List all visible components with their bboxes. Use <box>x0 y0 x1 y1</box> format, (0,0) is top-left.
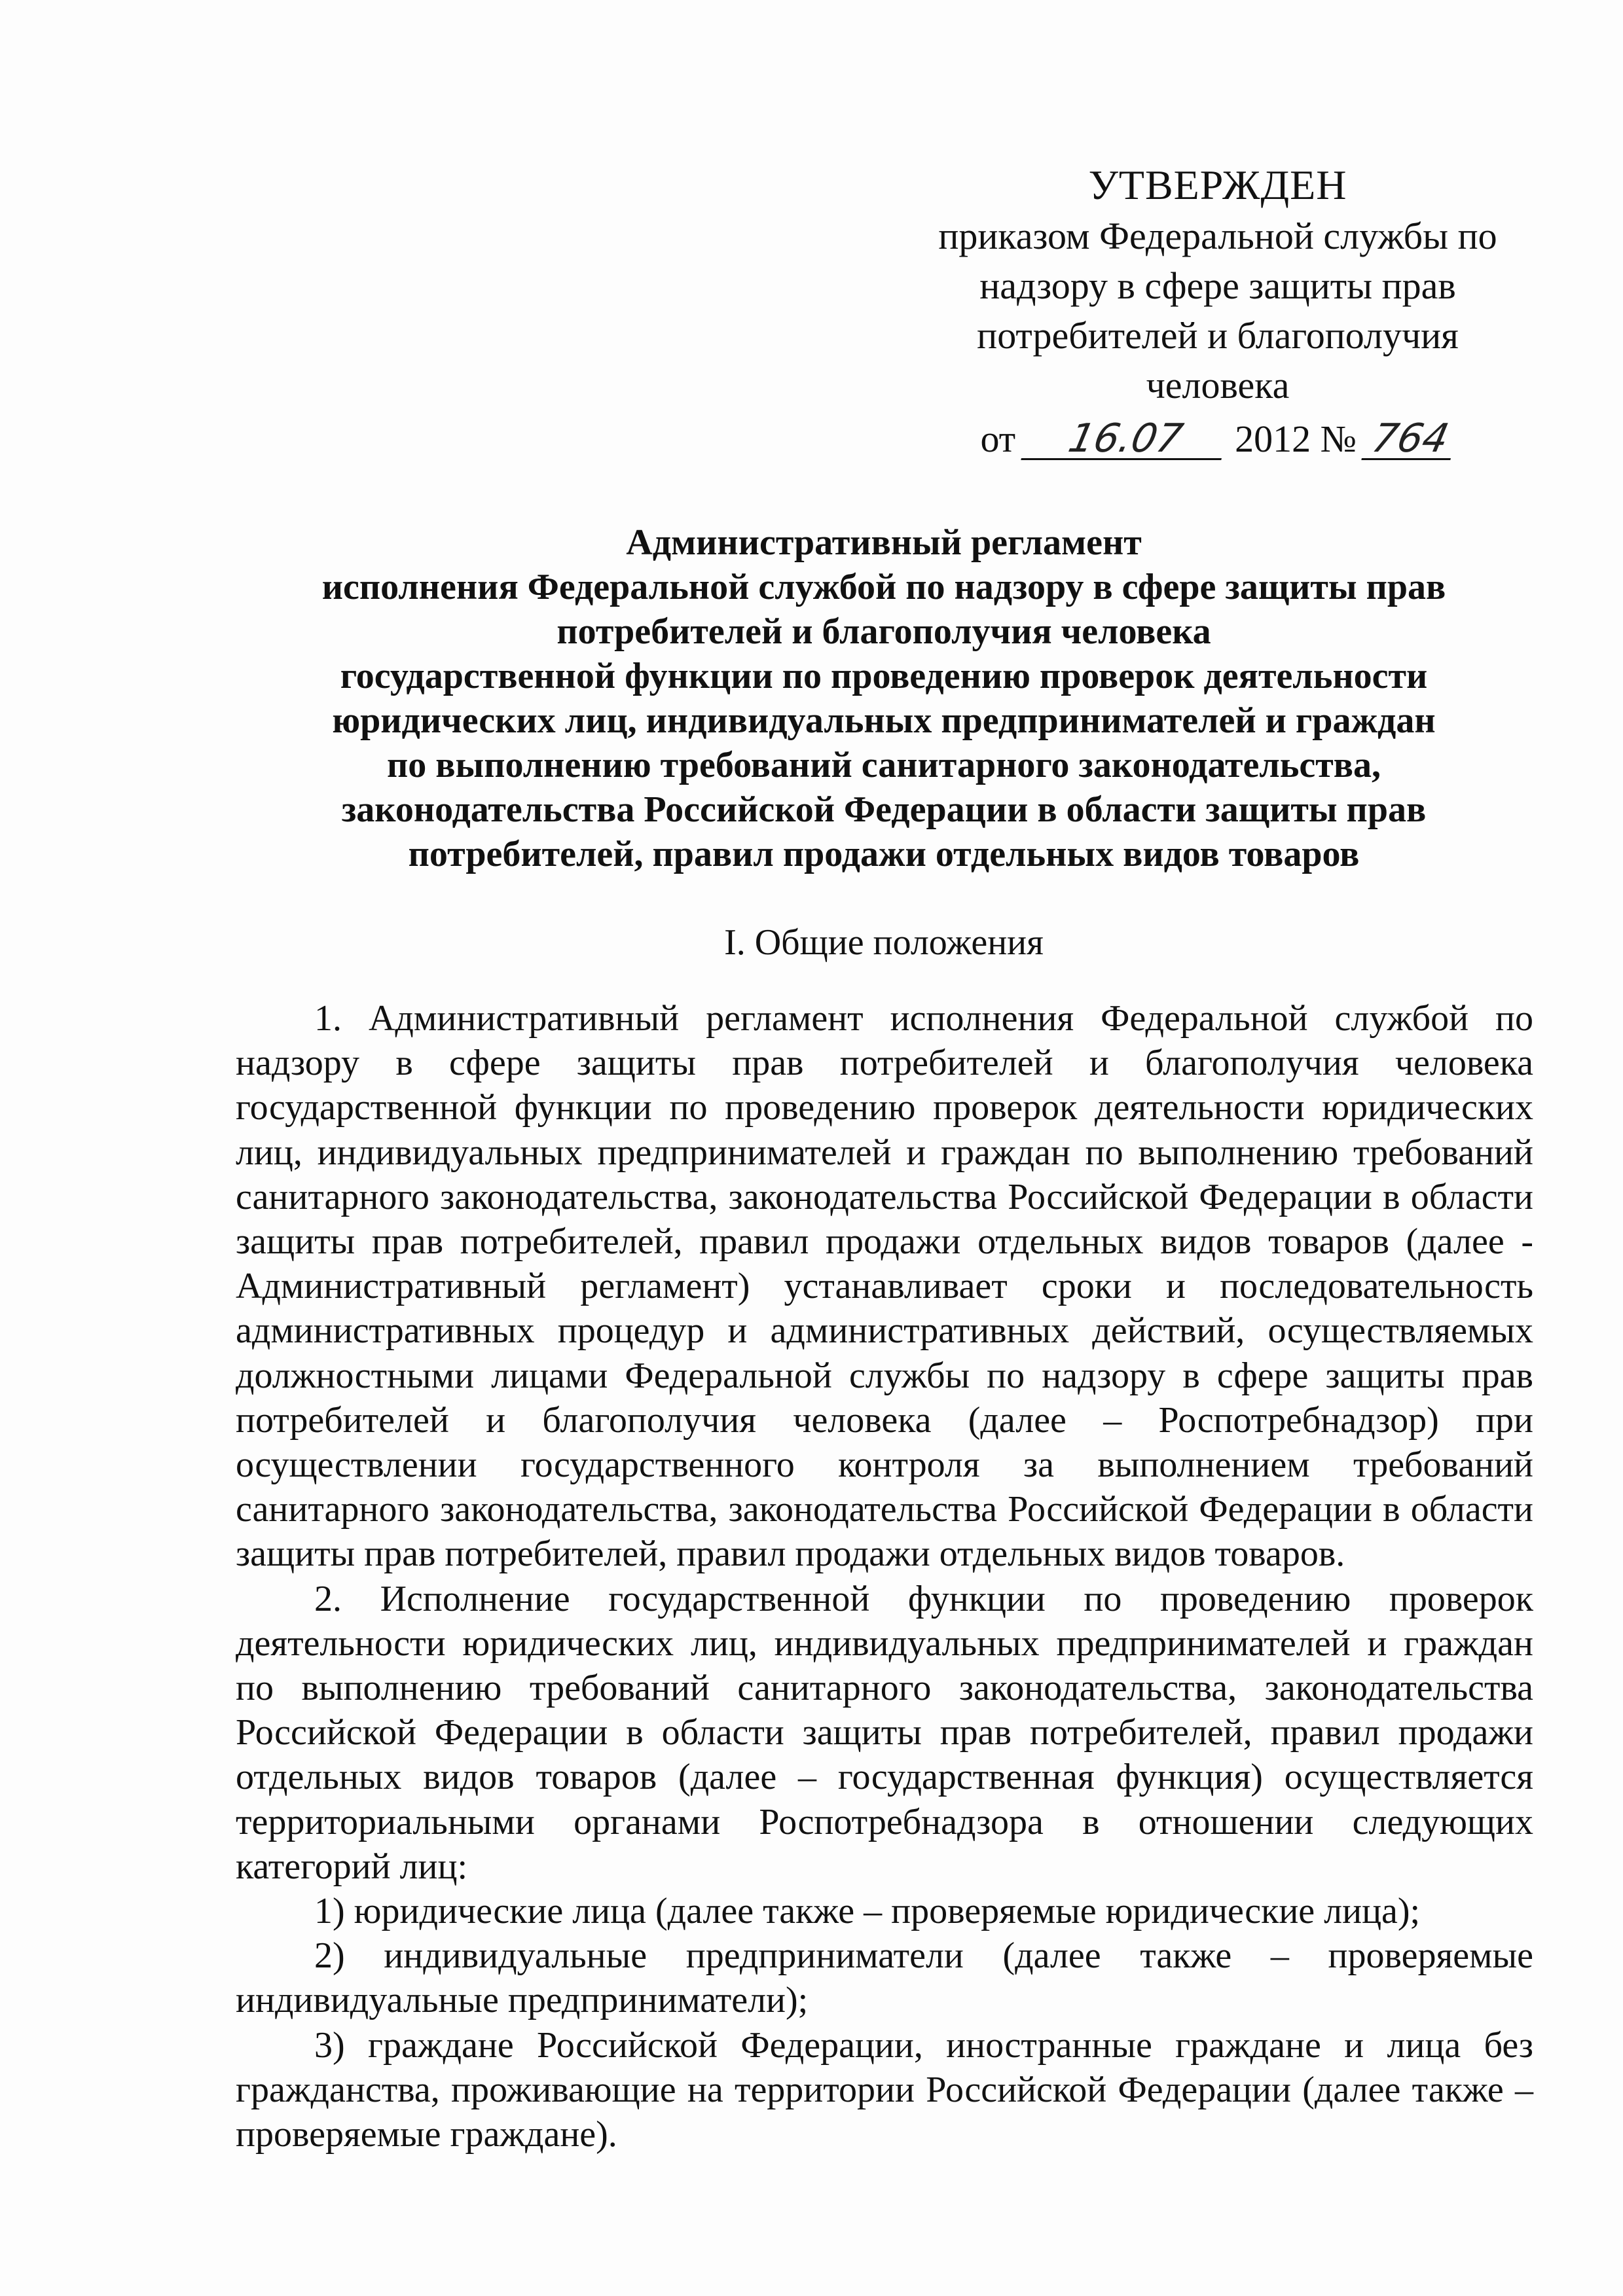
title-line: по выполнению требований санитарного законодательства, <box>387 745 1381 785</box>
title-line: государственной функции по проведению проверок деятельности <box>340 656 1428 696</box>
paragraph: 2. Исполнение государственной функции по проведению проверок деятельности юридических лиц, индивидуальных предпринимателей и граждан по выполнению требований санитарного законодательства, законодательства Российской Федерации в области защиты прав потребителей, правил продажи отдельных видов товаров (далее – государственная функция) осуществляется территориальными органами Роспотребнадзора в отношении следующих категорий лиц: <box>236 1578 1533 1887</box>
title-line: исполнения Федеральной службой по надзору в сфере защиты прав <box>321 567 1446 607</box>
approval-block <box>903 160 1532 464</box>
approval-line: человека <box>1146 364 1290 406</box>
year-number-label: 2012 № <box>1235 418 1357 460</box>
paragraph: 3) граждане Российской Федерации, иностранные граждане и лица без гражданства, проживающие на территории Российской Федерации (далее также – проверяемые граждане). <box>236 2024 1533 2155</box>
approval-line: приказом Федеральной службы по <box>938 215 1497 257</box>
title-line: потребителей, правил продажи отдельных видов товаров <box>408 834 1360 874</box>
title-line: юридических лиц, индивидуальных предпринимателей и граждан <box>332 700 1436 741</box>
title-line: Административный регламент <box>626 522 1142 563</box>
document-body <box>236 996 1533 2157</box>
approval-line: потребителей и благополучия <box>977 314 1459 357</box>
approval-heading: УТВЕРЖДЕН <box>1088 162 1347 208</box>
section-heading: I. Общие положения <box>724 922 1044 963</box>
handwritten-order-number: 764 <box>1362 419 1459 460</box>
paragraph: 1) юридические лица (далее также – проверяемые юридические лица); <box>314 1891 1421 1932</box>
handwritten-date: 16.07 <box>1021 419 1230 460</box>
approval-date-line <box>903 414 1532 464</box>
title-line: потребителей и благополучия человека <box>556 611 1211 652</box>
from-label: от <box>980 418 1016 460</box>
document-title <box>236 520 1532 876</box>
paragraph: 1. Административный регламент исполнения Федеральной службой по надзору в сфере защиты прав потребителей и благополучия человека государственной функции по проведению проверок деятельности юридических лиц, индивидуальных предпринимателей и граждан по выполнению требований санитарного законодательства, законодательства Российской Федерации в области защиты прав потребителей, правил продажи отдельных видов товаров (далее - Административный регламент) устанавливает сроки и последовательность административных процедур и административных действий, осуществляемых должностными лицами Федеральной службы по надзору в сфере защиты прав потребителей и благополучия человека (далее – Роспотребнадзор) при осуществлении государственного контроля за выполнением требований санитарного законодательства, законодательства Российской Федерации в области защиты прав потребителей, правил продажи отдельных видов товаров. <box>236 998 1533 1575</box>
approval-line: надзору в сфере защиты прав <box>979 264 1456 307</box>
title-line: законодательства Российской Федерации в области защиты прав <box>341 789 1427 830</box>
paragraph: 2) индивидуальные предприниматели (далее также – проверяемые индивидуальные предприниматели); <box>236 1935 1533 2021</box>
